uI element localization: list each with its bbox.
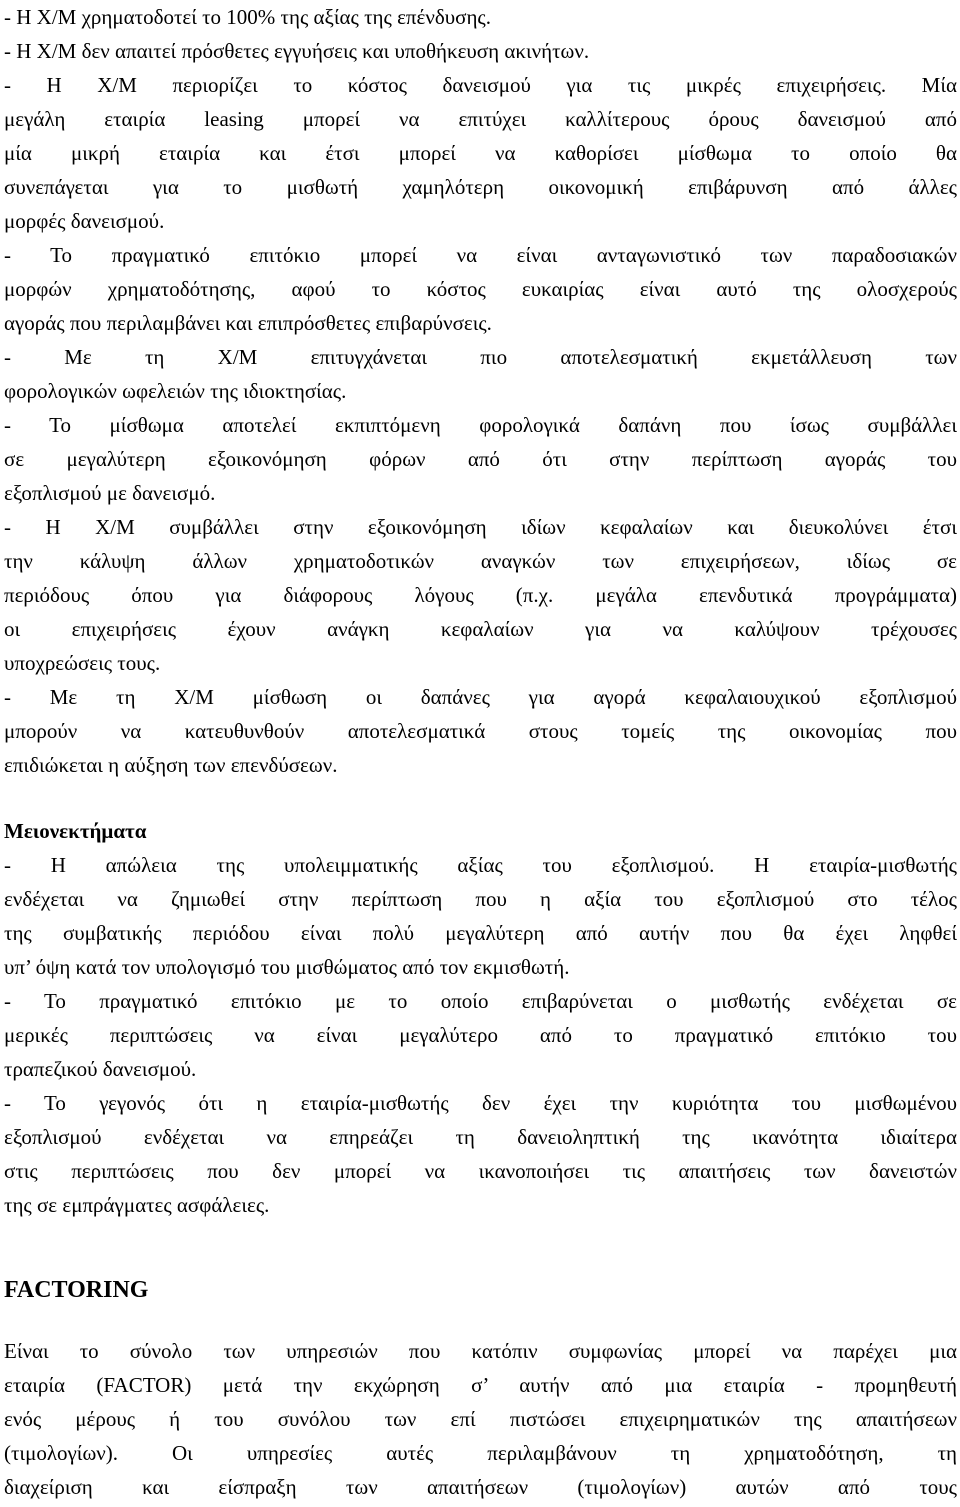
text-line: υποχρεώσεις τους. <box>4 651 161 675</box>
section-heading: Μειονεκτήματα <box>4 819 147 843</box>
text-line: τραπεζικού δανεισμού. <box>4 1057 197 1081</box>
text-line: επιδιώκεται η αύξηση των επενδύσεων. <box>4 753 338 777</box>
text-line: - Η Χ/Μ χρηματοδοτεί το 100% της αξίας της επένδυσης. <box>4 5 491 29</box>
text-line: εξοπλισμού ενδέχεται να επηρεάζει τη δανειοληπτική της ικανότητα ιδιαίτερα <box>4 1125 957 1149</box>
text-line: μία μικρή εταιρία και έτσι μπορεί να καθορίσει μίσθωμα το οποίο θα <box>4 141 957 165</box>
text-line: εταιρία (FACTOR) μετά την εκχώρηση σ’ αυτήν από μια εταιρία - προμηθευτή <box>4 1373 957 1397</box>
text-line: - Η Χ/Μ δεν απαιτεί πρόσθετες εγγυήσεις και υποθήκευση ακινήτων. <box>4 39 590 63</box>
text-line: - Με τη Χ/Μ μίσθωση οι δαπάνες για αγορά κεφαλαιουχικού εξοπλισμού <box>4 685 957 709</box>
text-line: την κάλυψη άλλων χρηματοδοτικών αναγκών των επιχειρήσεων, ιδίως σε <box>4 549 957 573</box>
text-line: - Με τη Χ/Μ επιτυγχάνεται πιο αποτελεσματική εκμετάλλευση των <box>4 345 957 369</box>
text-line: διαχείριση και είσπραξη των απαιτήσεων (τιμολογίων) αυτών από τους <box>4 1475 957 1499</box>
text-line: μερικές περιπτώσεις να είναι μεγαλύτερο από το πραγματικό επιτόκιο του <box>4 1023 957 1047</box>
text-line: της σε εμπράγματες ασφάλειες. <box>4 1193 270 1217</box>
text-line: μεγάλη εταιρία leasing μπορεί να επιτύχει καλλίτερους όρους δανεισμού από <box>4 107 957 131</box>
text-line: - Το πραγματικό επιτόκιο με το οποίο επιβαρύνεται ο μισθωτής ενδέχεται σε <box>4 989 957 1013</box>
text-line: μορφών χρηματοδότησης, αφού το κόστος ευκαιρίας είναι αυτό της ολοσχερούς <box>4 277 957 301</box>
text-line: συνεπάγεται για το μισθωτή χαμηλότερη οικονομική επιβάρυνση από άλλες <box>4 175 957 199</box>
text-line: - Το πραγματικό επιτόκιο μπορεί να είναι ανταγωνιστικό των παραδοσιακών <box>4 243 957 267</box>
text-line: (τιμολογίων). Οι υπηρεσίες αυτές περιλαμβάνουν τη χρηματοδότηση, τη <box>4 1441 957 1465</box>
text-line: ενός μέρους ή του συνόλου των επί πιστώσει επιχειρηματικών της απαιτήσεων <box>4 1407 957 1431</box>
text-line: - Η απώλεια της υπολειμματικής αξίας του εξοπλισμού. Η εταιρία-μισθωτής <box>4 853 957 877</box>
text-line: - Η Χ/Μ συμβάλλει στην εξοικονόμηση ιδίων κεφαλαίων και διευκολύνει έτσι <box>4 515 957 539</box>
text-line: στις περιπτώσεις που δεν μπορεί να ικανοποιήσει τις απαιτήσεις των δανειστών <box>4 1159 957 1183</box>
text-line: φορολογικών ωφελειών της ιδιοκτησίας. <box>4 379 347 403</box>
section-heading: FACTORING <box>4 1277 149 1303</box>
text-line: μπορούν να κατευθυνθούν αποτελεσματικά στους τομείς της οικονομίας που <box>4 719 957 743</box>
text-line: της συμβατικής περιόδου είναι πολύ μεγαλύτερη από αυτήν που θα έχει ληφθεί <box>4 921 957 945</box>
text-line: υπ’ όψη κατά τον υπολογισμό του μισθώματος από τον εκμισθωτή. <box>4 955 570 979</box>
text-line: Είναι το σύνολο των υπηρεσιών που κατόπιν συμφωνίας μπορεί να παρέχει μια <box>4 1339 957 1363</box>
text-line: - Το γεγονός ότι η εταιρία-μισθωτής δεν έχει την κυριότητα του μισθωμένου <box>4 1091 957 1115</box>
text-line: οι επιχειρήσεις έχουν ανάγκη κεφαλαίων για να καλύψουν τρέχουσες <box>4 617 957 641</box>
text-line: ενδέχεται να ζημιωθεί στην περίπτωση που η αξία του εξοπλισμού στο τέλος <box>4 887 957 911</box>
text-line: περιόδους όπου για διάφορους λόγους (π.χ. μεγάλα επενδυτικά προγράμματα) <box>4 583 957 607</box>
text-line: αγοράς που περιλαμβάνει και επιπρόσθετες επιβαρύνσεις. <box>4 311 492 335</box>
text-line: εξοπλισμού με δανεισμό. <box>4 481 216 505</box>
text-line: - Το μίσθωμα αποτελεί εκπιπτόμενη φορολογικά δαπάνη που ίσως συμβάλλει <box>4 413 957 437</box>
text-line: μορφές δανεισμού. <box>4 209 165 233</box>
text-line: - Η Χ/Μ περιορίζει το κόστος δανεισμού για τις μικρές επιχειρήσεις. Μία <box>4 73 957 97</box>
text-line: σε μεγαλύτερη εξοικονόμηση φόρων από ότι στην περίπτωση αγοράς του <box>4 447 957 471</box>
